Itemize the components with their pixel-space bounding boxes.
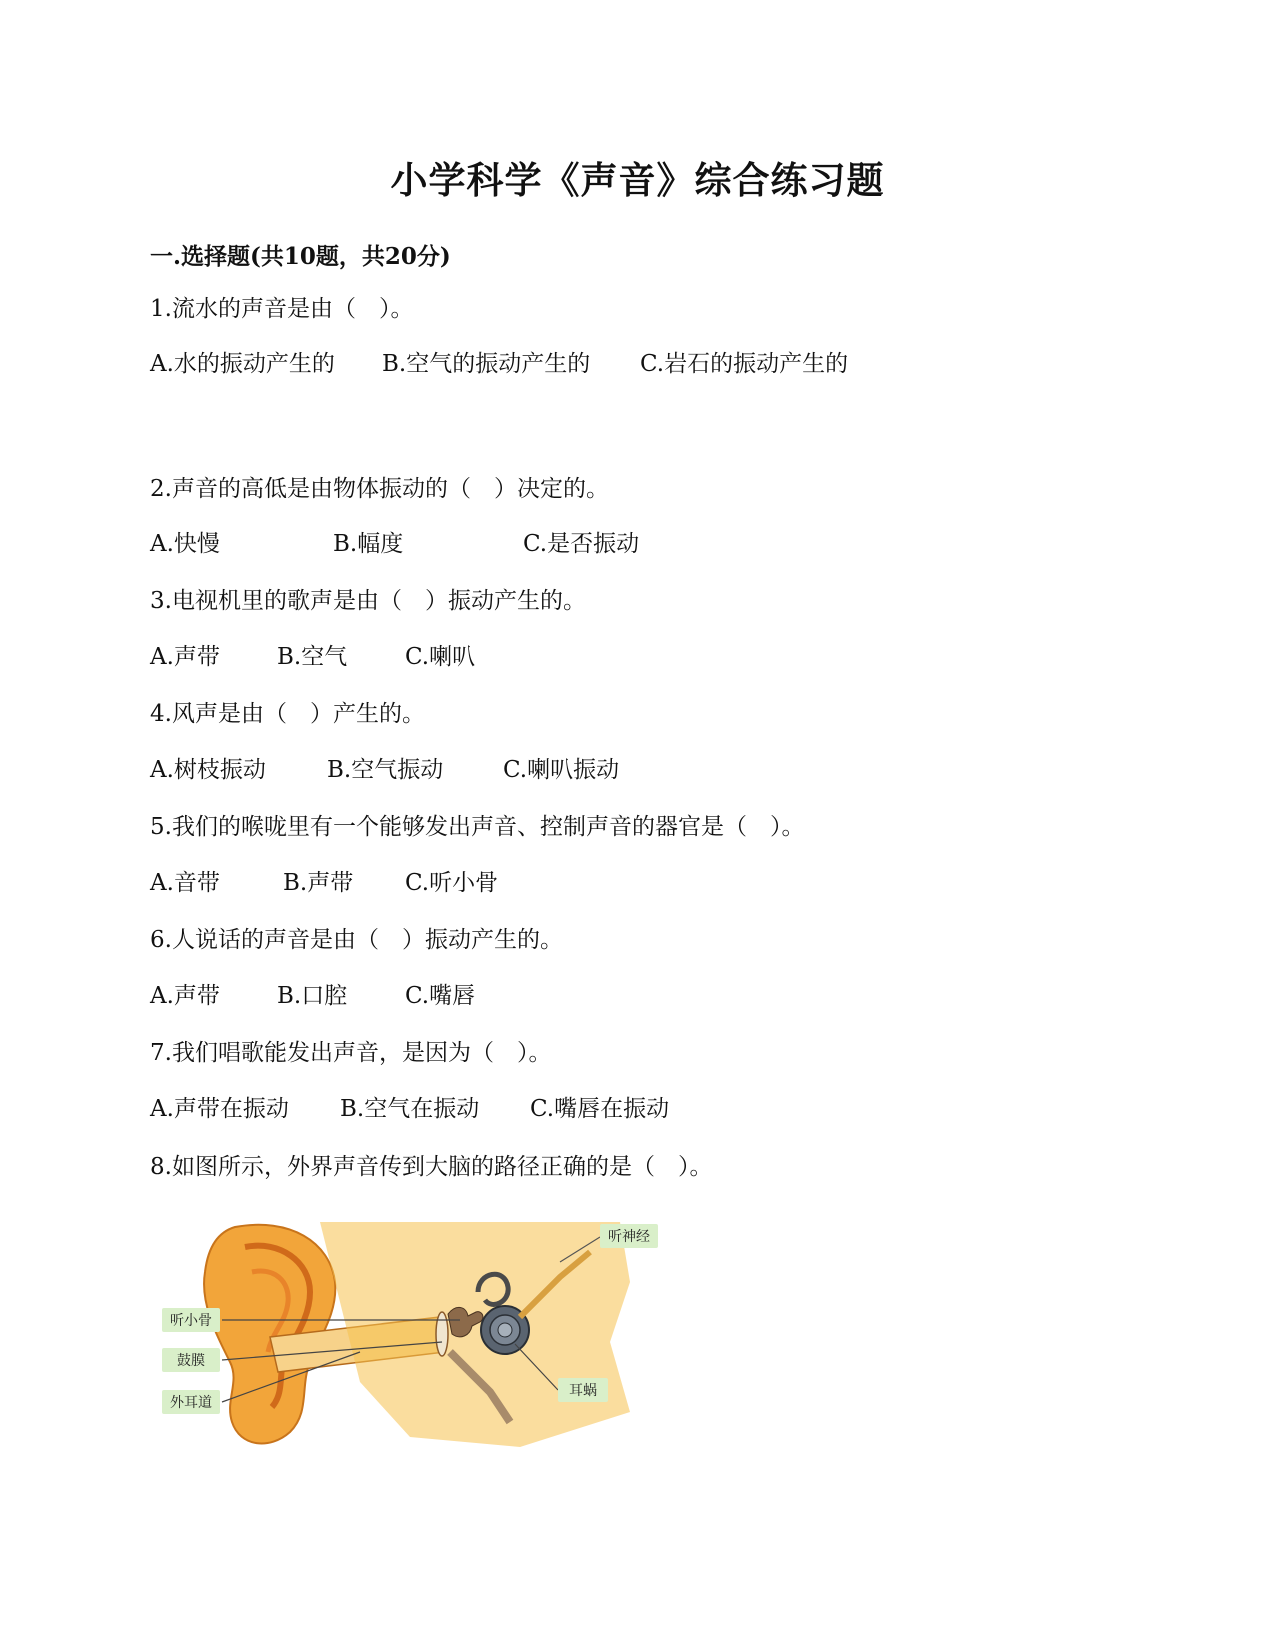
label-auditory-nerve: 听神经: [608, 1229, 650, 1245]
eardrum-shape: [436, 1312, 448, 1356]
question-2-stem: 2.声音的高低是由物体振动的（ ）决定的。: [150, 476, 609, 502]
ear-diagram: [160, 1222, 660, 1452]
question-3-option-a: A.声带: [150, 644, 220, 670]
label-ossicles: 听小骨: [170, 1313, 212, 1329]
question-5-stem: 5.我们的喉咙里有一个能够发出声音、控制声音的器官是（ ）。: [150, 814, 805, 840]
page-title: 小学科学《声音》综合练习题: [390, 158, 885, 202]
question-1-option-b: B.空气的振动产生的: [382, 351, 591, 377]
label-eardrum: 鼓膜: [177, 1353, 205, 1369]
question-7-option-c: C.嘴唇在振动: [530, 1096, 670, 1122]
question-3-option-b: B.空气: [277, 644, 348, 670]
question-5-option-c: C.听小骨: [405, 870, 499, 896]
question-5-option-a: A.音带: [150, 870, 220, 896]
question-6-stem: 6.人说话的声音是由（ ）振动产生的。: [150, 927, 563, 953]
question-5-option-b: B.声带: [283, 870, 354, 896]
question-6-option-b: B.口腔: [277, 983, 348, 1009]
question-3-stem: 3.电视机里的歌声是由（ ）振动产生的。: [150, 588, 586, 614]
question-3-option-c: C.喇叭: [405, 644, 476, 670]
question-2-option-c: C.是否振动: [523, 531, 640, 557]
question-6-option-c: C.嘴唇: [405, 983, 476, 1009]
question-6-option-a: A.声带: [150, 983, 220, 1009]
question-4-option-b: B.空气振动: [327, 757, 444, 783]
question-7-stem: 7.我们唱歌能发出声音，是因为（ ）。: [150, 1040, 552, 1066]
question-1-option-c: C.岩石的振动产生的: [640, 351, 849, 377]
question-4-option-c: C.喇叭振动: [503, 757, 620, 783]
label-ear-canal: 外耳道: [170, 1395, 212, 1411]
question-4-option-a: A.树枝振动: [150, 757, 266, 783]
question-8-stem: 8.如图所示，外界声音传到大脑的路径正确的是（ ）。: [150, 1154, 713, 1180]
question-4-stem: 4.风声是由（ ）产生的。: [150, 701, 425, 727]
ear-anatomy-figure: [160, 1222, 660, 1452]
section-heading: 一.选择题(共10题，共20分): [150, 243, 451, 270]
question-1-option-a: A.水的振动产生的: [150, 351, 335, 377]
question-7-option-b: B.空气在振动: [340, 1096, 480, 1122]
question-2-option-b: B.幅度: [333, 531, 404, 557]
question-2-option-a: A.快慢: [150, 531, 220, 557]
label-cochlea: 耳蜗: [569, 1383, 597, 1399]
question-7-option-a: A.声带在振动: [150, 1096, 289, 1122]
question-1-stem: 1.流水的声音是由（ ）。: [150, 296, 414, 322]
